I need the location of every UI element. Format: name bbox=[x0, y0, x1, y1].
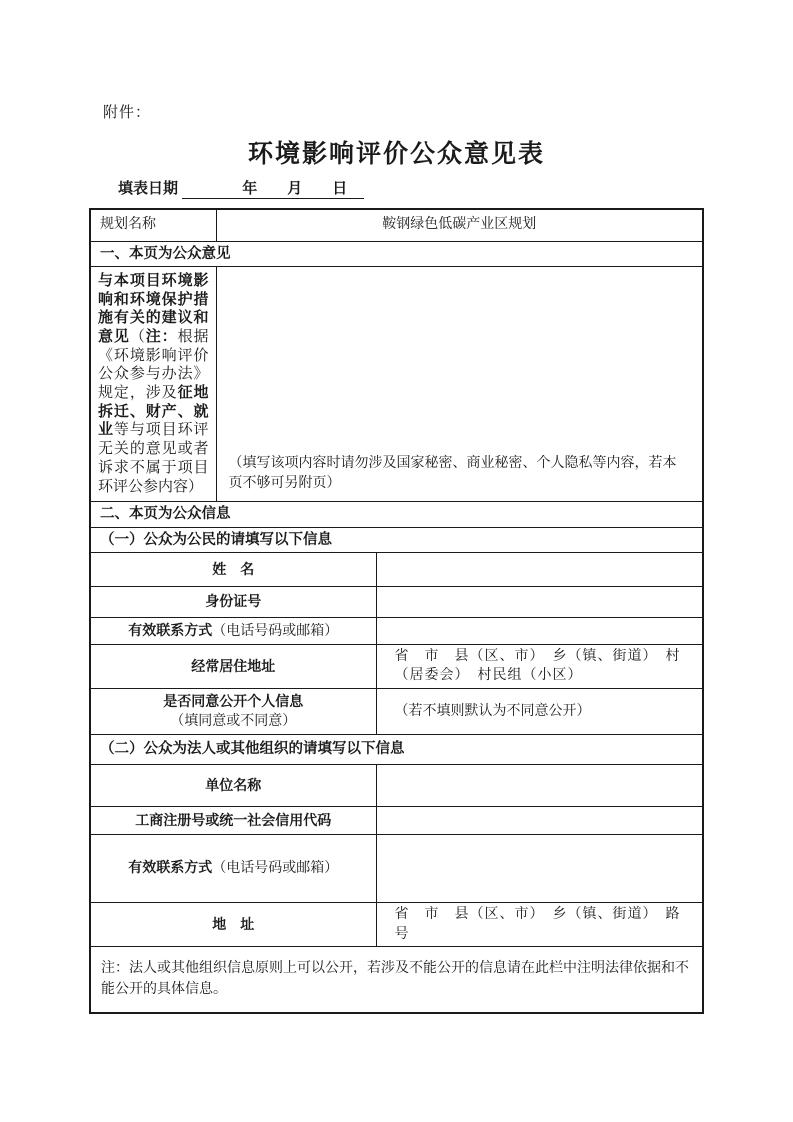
organization-header-row bbox=[90, 735, 703, 765]
opinion-input-cell[interactable] bbox=[216, 266, 703, 501]
name-row bbox=[90, 552, 703, 586]
opinion-label-bold-1: 与本项目环境影响和环境保护措施有关的建议和意见 bbox=[98, 271, 209, 345]
credit-code-row bbox=[90, 807, 703, 835]
organization-header: （二）公众为法人或其他组织的请填写以下信息 bbox=[90, 735, 703, 765]
residence-label: 经常居住地址 bbox=[90, 644, 376, 688]
id-number-row bbox=[90, 586, 703, 617]
plan-name-value: 鞍钢绿色低碳产业区规划 bbox=[216, 209, 703, 241]
consent-input-cell[interactable] bbox=[376, 689, 703, 735]
opinion-label-cell bbox=[90, 266, 216, 501]
plan-name-label: 规划名称 bbox=[90, 209, 216, 241]
citizen-header: （一）公众为公民的请填写以下信息 bbox=[90, 527, 703, 552]
residence-template-text: 省 市 县（区、市） 乡（镇、街道） 村（居委会） 村民组（小区） bbox=[394, 648, 681, 684]
opinion-label-regular-3: 等与项目环评无关的意见或者诉求不属于项目环评公参内容） bbox=[98, 422, 209, 495]
org-contact-input-cell[interactable] bbox=[376, 835, 703, 903]
org-address-input-cell[interactable] bbox=[376, 903, 703, 947]
plan-name-row bbox=[90, 209, 703, 241]
org-name-input-cell[interactable] bbox=[376, 765, 703, 807]
opinion-label-bold-2: 注： bbox=[145, 327, 178, 345]
form-table bbox=[89, 208, 704, 1014]
consent-label-cell bbox=[90, 689, 376, 735]
org-contact-label-note: （电话号码或邮箱） bbox=[212, 861, 339, 877]
fill-date-line bbox=[118, 177, 364, 199]
org-address-label: 地 址 bbox=[90, 903, 376, 947]
credit-code-input-cell[interactable] bbox=[376, 807, 703, 835]
org-contact-row bbox=[90, 835, 703, 903]
fill-date-blank[interactable]: 年 月 日 bbox=[182, 177, 364, 199]
id-number-label: 身份证号 bbox=[90, 586, 376, 617]
citizen-contact-row bbox=[90, 617, 703, 644]
consent-label: 是否同意公开个人信息 bbox=[163, 692, 304, 709]
org-address-row bbox=[90, 903, 703, 947]
consent-default-note: （若不填则默认为不同意公开） bbox=[394, 703, 591, 719]
name-input-cell[interactable] bbox=[376, 552, 703, 586]
opinion-label-regular-1: （ bbox=[129, 328, 146, 345]
credit-code-label: 工商注册号或统一社会信用代码 bbox=[90, 807, 376, 835]
consent-row bbox=[90, 689, 703, 735]
id-number-input-cell[interactable] bbox=[376, 586, 703, 617]
opinion-privacy-note: （填写该项内容时请勿涉及国家秘密、商业秘密、个人隐私等内容，若本页不够可另附页） bbox=[228, 456, 677, 491]
section2-header: 二、本页为公众信息 bbox=[90, 502, 703, 527]
citizen-contact-input-cell[interactable] bbox=[376, 617, 703, 644]
footer-note-row bbox=[90, 947, 703, 1013]
citizen-contact-label: 有效联系方式（电话号码或邮箱） bbox=[90, 617, 376, 644]
org-name-label: 单位名称 bbox=[90, 765, 376, 807]
citizen-header-row bbox=[90, 527, 703, 552]
org-name-row bbox=[90, 765, 703, 807]
opinion-row bbox=[90, 266, 703, 501]
org-address-template-text: 省 市 县（区、市） 乡（镇、街道） 路 号 bbox=[394, 907, 696, 942]
consent-label-note: （填同意或不同意） bbox=[170, 713, 297, 729]
residence-input-cell[interactable] bbox=[376, 644, 703, 688]
page-title: 环境影响评价公众意见表 bbox=[247, 140, 545, 168]
citizen-contact-label-note: （电话号码或邮箱） bbox=[212, 623, 339, 639]
residence-row bbox=[90, 644, 703, 688]
opinion-label-bold-3: 征地拆迁、财产、就业 bbox=[98, 384, 209, 439]
fill-date-label: 填表日期 bbox=[118, 180, 179, 197]
section1-header-row bbox=[90, 241, 703, 266]
attachment-label: 附件： bbox=[103, 105, 152, 121]
org-contact-label: 有效联系方式（电话号码或邮箱） bbox=[90, 835, 376, 903]
section1-header: 一、本页为公众意见 bbox=[90, 241, 703, 266]
section2-header-row bbox=[90, 502, 703, 527]
name-label: 姓 名 bbox=[90, 552, 376, 586]
footer-note: 注：法人或其他组织信息原则上可以公开，若涉及不能公开的信息请在此栏中注明法律依据和不能公开的具体信息。 bbox=[90, 947, 703, 1013]
opinion-label-regular-2: 根据《环境影响评价公众参与办法》规定，涉及 bbox=[98, 328, 209, 402]
